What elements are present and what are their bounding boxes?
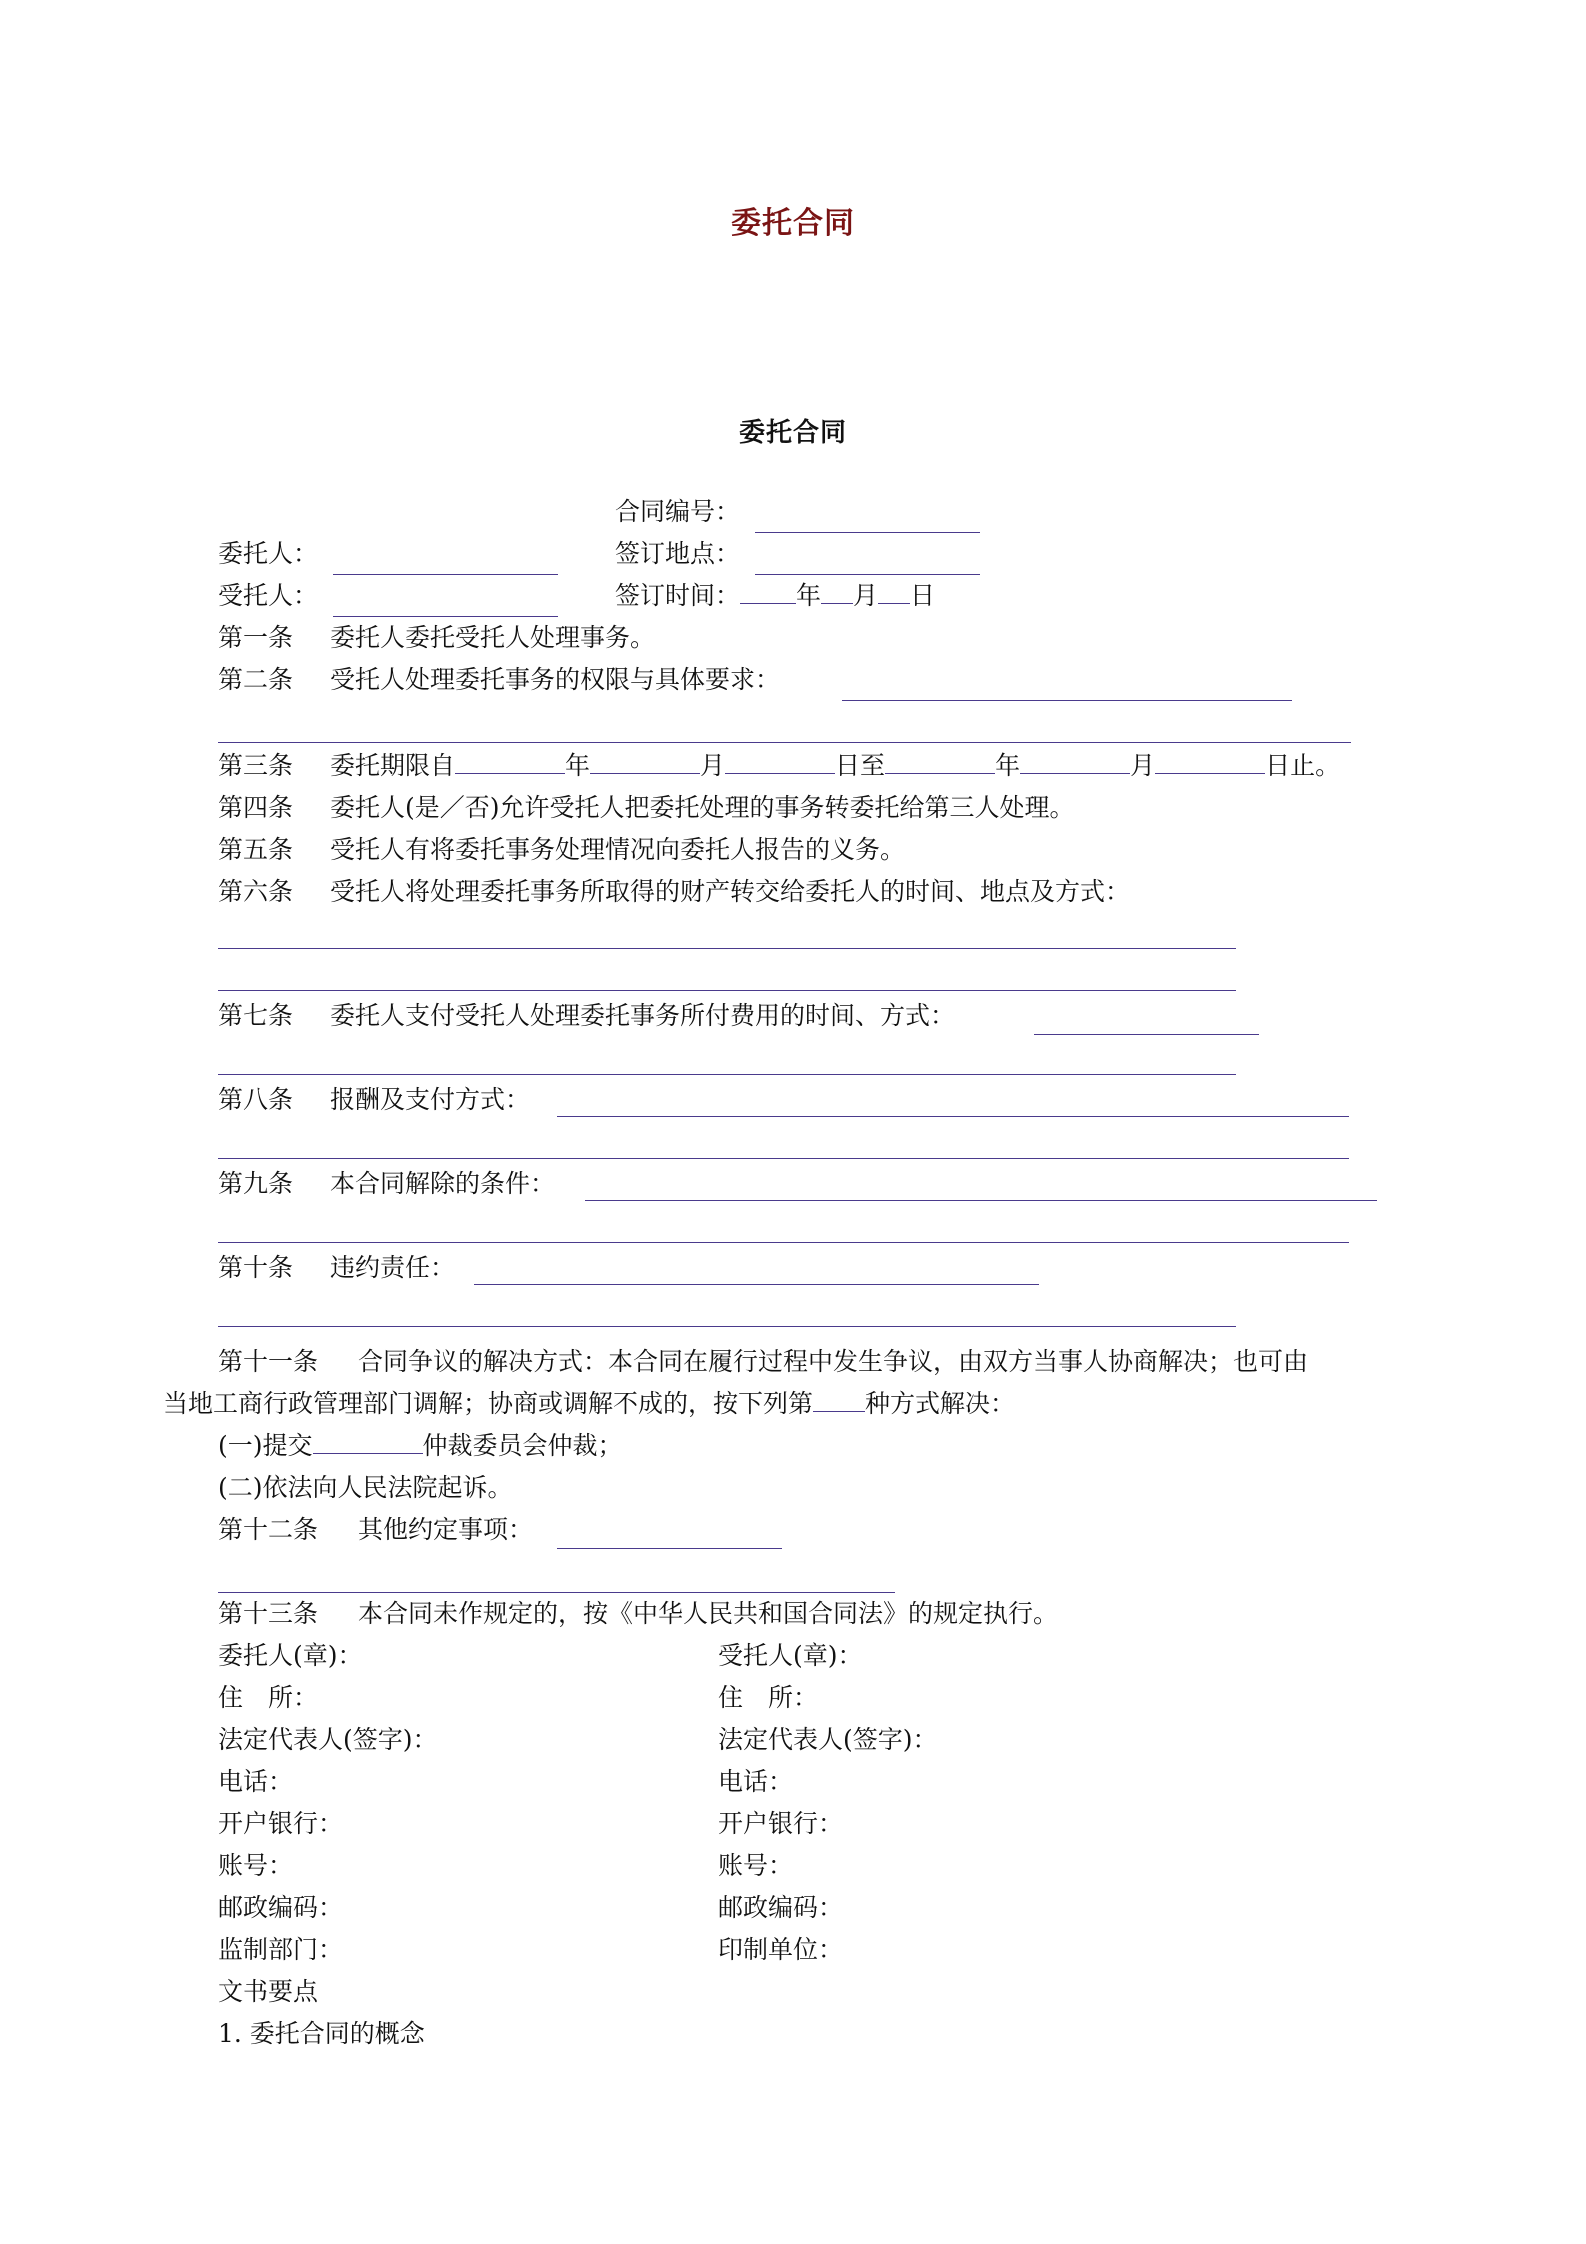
article-8-text: 报酬及支付方式： [330, 1085, 531, 1114]
sig-left-label: 住 所： [218, 1683, 319, 1712]
client-label: 委托人： [218, 539, 319, 568]
sig-left-label: 邮政编码： [218, 1893, 344, 1922]
article-3-text: 委托期限自 [330, 751, 456, 780]
term-start-day-field[interactable] [725, 747, 835, 774]
term-start-month-unit: 月 [700, 751, 726, 780]
article-8-field[interactable] [557, 1116, 1349, 1117]
sig-right-label: 账号： [718, 1851, 794, 1880]
article-13-text: 本合同未作规定的，按《中华人民共和国合同法》的规定执行。 [358, 1599, 1059, 1628]
article-9-text: 本合同解除的条件： [330, 1169, 556, 1198]
article-2-text: 受托人处理委托事务的权限与具体要求： [330, 665, 781, 694]
sig-left-label: 监制部门： [218, 1935, 344, 1964]
article-2 [218, 660, 780, 700]
article-11-option-1 [218, 1426, 623, 1466]
option-1-text-a: (一)提交 [218, 1431, 313, 1460]
agent-label: 受托人： [218, 581, 319, 610]
article-9-field[interactable] [585, 1200, 1377, 1201]
article-7-field[interactable] [1034, 1034, 1259, 1035]
article-3-no: 第三条 [218, 751, 294, 780]
article-4-text: 委托人(是／否)允许受托人把委托处理的事务转委托给第三人处理。 [330, 793, 1075, 822]
sig-row [218, 1678, 819, 1718]
sign-place-field[interactable] [755, 574, 980, 575]
option-1-text-b: 仲裁委员会仲裁； [422, 1431, 623, 1460]
contract-no-field[interactable] [755, 532, 980, 533]
sig-row [218, 1720, 938, 1760]
article-12-no: 第十二条 [218, 1515, 319, 1544]
article-12-text: 其他约定事项： [358, 1515, 534, 1544]
sign-place-line [615, 534, 740, 574]
client-line [218, 534, 318, 574]
resolution-option-field[interactable] [813, 1385, 865, 1412]
article-11-no: 第十一条 [218, 1347, 319, 1376]
article-7-field-2[interactable] [218, 1074, 1236, 1075]
article-9-no: 第九条 [218, 1169, 294, 1198]
term-end-month-field[interactable] [1020, 747, 1130, 774]
article-5-text: 受托人有将委托事务处理情况向委托人报告的义务。 [330, 835, 906, 864]
article-6-text: 受托人将处理委托事务所取得的财产转交给委托人的时间、地点及方式： [330, 877, 1131, 906]
arbitration-commission-field[interactable] [313, 1427, 423, 1454]
sig-right-label: 邮政编码： [718, 1893, 844, 1922]
sign-time-day-field[interactable] [878, 577, 910, 604]
article-7-no: 第七条 [218, 1001, 294, 1030]
contract-title: 委托合同 [738, 418, 847, 448]
sig-row [218, 1846, 794, 1886]
article-11 [218, 1342, 1308, 1382]
sig-right-label: 住 所： [718, 1683, 819, 1712]
article-4-no: 第四条 [218, 793, 294, 822]
article-12 [218, 1510, 533, 1550]
sign-time-day-unit: 日 [910, 581, 936, 610]
client-field[interactable] [333, 574, 558, 575]
article-11-cont [163, 1384, 1015, 1424]
sig-row [218, 1804, 844, 1844]
article-5-no: 第五条 [218, 835, 294, 864]
article-2-field-2[interactable] [218, 742, 1351, 743]
article-10-text: 违约责任： [330, 1253, 456, 1282]
term-start-month-field[interactable] [590, 747, 700, 774]
sig-row [218, 1930, 844, 1970]
sign-time-label: 签订时间： [615, 581, 741, 610]
article-9-field-2[interactable] [218, 1242, 1349, 1243]
article-12-field[interactable] [557, 1548, 782, 1549]
article-8-field-2[interactable] [218, 1158, 1349, 1159]
sig-left-label: 法定代表人(签字)： [218, 1725, 438, 1754]
sign-time-line [615, 576, 935, 616]
article-6-field-2[interactable] [218, 990, 1236, 991]
article-7 [218, 996, 955, 1036]
article-10 [218, 1248, 455, 1288]
article-13-no: 第十三条 [218, 1599, 319, 1628]
article-7-text: 委托人支付受托人处理委托事务所付费用的时间、方式： [330, 1001, 956, 1030]
article-3 [218, 746, 1340, 786]
article-10-no: 第十条 [218, 1253, 294, 1282]
article-11-option-2 [218, 1468, 513, 1508]
agent-line [218, 576, 318, 616]
article-10-field[interactable] [474, 1284, 1039, 1285]
contract-no-line [615, 492, 740, 532]
contract-no-label: 合同编号： [615, 497, 741, 526]
term-end-day-unit: 日止。 [1265, 751, 1341, 780]
article-2-no: 第二条 [218, 665, 294, 694]
sign-time-year-unit: 年 [796, 581, 822, 610]
article-1-text: 委托人委托受托人处理事务。 [330, 623, 656, 652]
sign-time-year-field[interactable] [740, 577, 796, 604]
article-1 [218, 618, 655, 658]
sig-row [218, 1762, 794, 1802]
sig-right-label: 开户银行： [718, 1809, 844, 1838]
option-2-text: (二)依法向人民法院起诉。 [218, 1473, 513, 1502]
article-13 [218, 1594, 1058, 1634]
article-10-field-2[interactable] [218, 1326, 1236, 1327]
sig-right-label: 受托人(章)： [718, 1641, 863, 1670]
term-end-year-field[interactable] [885, 747, 995, 774]
term-end-year-unit: 年 [995, 751, 1021, 780]
sig-left-label: 开户银行： [218, 1809, 344, 1838]
notes-heading: 文书要点 [218, 1977, 319, 2006]
sig-left-label: 委托人(章)： [218, 1641, 363, 1670]
article-5 [218, 830, 905, 870]
sig-left-label: 账号： [218, 1851, 294, 1880]
sig-right-label: 法定代表人(签字)： [718, 1725, 938, 1754]
sig-row [218, 1636, 863, 1676]
article-8 [218, 1080, 530, 1120]
article-11-text-2b: 种方式解决： [865, 1389, 1016, 1418]
article-6 [218, 872, 1130, 912]
notes-item-1: 1. 委托合同的概念 [218, 2019, 425, 2048]
agent-field[interactable] [333, 616, 558, 617]
term-start-year-unit: 年 [565, 751, 591, 780]
article-6-no: 第六条 [218, 877, 294, 906]
sign-time-month-field[interactable] [821, 577, 853, 604]
article-6-field[interactable] [218, 948, 1236, 949]
article-11-text-2a: 当地工商行政管理部门调解；协商或调解不成的，按下列第 [163, 1389, 814, 1418]
page-title: 委托合同 [731, 206, 855, 241]
article-11-text-1: 合同争议的解决方式：本合同在履行过程中发生争议，由双方当事人协商解决；也可由 [358, 1347, 1309, 1376]
term-start-day-unit: 日至 [835, 751, 886, 780]
sign-place-label: 签订地点： [615, 539, 741, 568]
term-end-day-field[interactable] [1155, 747, 1265, 774]
sig-row [218, 1888, 844, 1928]
term-start-year-field[interactable] [455, 747, 565, 774]
article-1-no: 第一条 [218, 623, 294, 652]
sign-time-month-unit: 月 [853, 581, 879, 610]
article-9 [218, 1164, 555, 1204]
sig-right-label: 电话： [718, 1767, 794, 1796]
sig-left-label: 电话： [218, 1767, 294, 1796]
article-4 [218, 788, 1075, 828]
term-end-month-unit: 月 [1130, 751, 1156, 780]
sig-right-label: 印制单位： [718, 1935, 844, 1964]
article-12-field-2[interactable] [218, 1592, 895, 1593]
article-2-field[interactable] [842, 700, 1292, 701]
article-8-no: 第八条 [218, 1085, 294, 1114]
